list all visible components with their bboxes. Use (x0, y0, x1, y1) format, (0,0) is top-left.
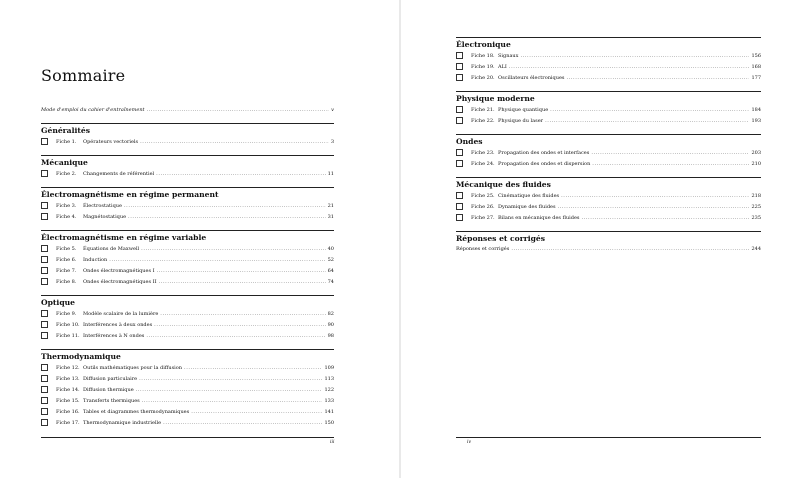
fiche-number: Fiche 26. (471, 203, 495, 210)
fiche-title: Opérateurs vectoriels (83, 138, 139, 145)
fiche-number: Fiche 2. (56, 170, 77, 177)
section-title: Mécanique (41, 158, 88, 167)
page-title: Sommaire (41, 66, 126, 85)
entry-line (498, 107, 761, 113)
toc-entry[interactable] (41, 319, 334, 330)
fiche-title: Propagation des ondes et dispersion (498, 160, 591, 167)
progress-checkbox[interactable] (41, 267, 48, 274)
page-number: 40 (327, 245, 334, 252)
fiche-title: ALI (498, 63, 507, 70)
page-folio: iv (467, 440, 472, 445)
leader-dots (154, 322, 325, 328)
toc-entry[interactable] (41, 395, 334, 406)
toc-entry[interactable] (41, 243, 334, 254)
entry-line (498, 64, 761, 70)
page-number: 52 (327, 256, 334, 263)
page-number: 168 (751, 63, 761, 70)
section-title: Généralités (41, 126, 90, 135)
entry-line (83, 171, 334, 177)
progress-checkbox[interactable] (41, 408, 48, 415)
toc-entry[interactable] (456, 147, 761, 158)
progress-checkbox[interactable] (41, 256, 48, 263)
leader-dots (545, 118, 749, 124)
toc-entry[interactable] (41, 362, 334, 373)
section-title: Électronique (456, 40, 511, 49)
toc-entry[interactable] (41, 136, 334, 147)
entry-line (498, 193, 761, 199)
page-number: 31 (327, 213, 334, 220)
fiche-number: Fiche 1. (56, 138, 77, 145)
toc-entry[interactable] (41, 417, 334, 428)
leader-dots (592, 161, 749, 167)
leader-dots (128, 214, 326, 220)
page-number: 113 (324, 375, 334, 382)
progress-checkbox[interactable] (41, 397, 48, 404)
toc-section-mecanique (41, 155, 334, 179)
progress-checkbox[interactable] (41, 138, 48, 145)
fiche-number: Fiche 13. (56, 375, 80, 382)
fiche-number: Fiche 19. (471, 63, 495, 70)
answers-entry[interactable] (456, 246, 761, 252)
toc-entry[interactable] (41, 254, 334, 265)
entry-line (498, 150, 761, 156)
fiche-title: Interférences à N ondes (83, 332, 145, 339)
fiche-number: Fiche 23. (471, 149, 495, 156)
fiche-number: Fiche 4. (56, 213, 77, 220)
fiche-title: Signaux (498, 52, 519, 59)
guide-page: v (331, 107, 334, 113)
toc-entry[interactable] (456, 212, 761, 223)
answers-page: 244 (751, 246, 761, 252)
progress-checkbox[interactable] (41, 364, 48, 371)
page-number: 11 (327, 170, 334, 177)
progress-checkbox[interactable] (41, 321, 48, 328)
entry-line (498, 118, 761, 124)
toc-section-electronique (456, 37, 761, 83)
progress-checkbox[interactable] (456, 214, 463, 221)
section-title: Électromagnétisme en régime permanent (41, 190, 219, 199)
entry-line (498, 75, 761, 81)
section-rule (41, 155, 334, 156)
leader-dots (142, 398, 323, 404)
entry-line (83, 409, 334, 415)
page-number: 64 (327, 267, 334, 274)
toc-sections-left (41, 123, 334, 428)
fiche-title: Transferts thermiques (83, 397, 140, 404)
leader-dots (558, 204, 750, 210)
toc-section-ondes (456, 134, 761, 169)
section-title: Physique moderne (456, 94, 535, 103)
fiche-title: Interférences à deux ondes (83, 321, 153, 328)
toc-entry[interactable] (456, 115, 761, 126)
leader-dots (561, 193, 749, 199)
page-number: 21 (327, 202, 334, 209)
page-number: 90 (327, 321, 334, 328)
leader-dots (160, 311, 325, 317)
toc-section-electromagnetisme-en-regime-variable (41, 230, 334, 287)
page-number: 3 (330, 138, 334, 145)
entry-line (83, 268, 334, 274)
leader-dots (157, 268, 326, 274)
section-rule (456, 134, 761, 135)
guide-label: Mode d'emploi du cahier d'entraînement (41, 107, 145, 113)
entry-line (83, 387, 334, 393)
leader-dots (191, 409, 322, 415)
page-number: 109 (324, 364, 334, 371)
page-number: 225 (751, 203, 761, 210)
toc-entry[interactable] (41, 265, 334, 276)
section-title: Mécanique des fluides (456, 180, 551, 189)
section-rule (41, 295, 334, 296)
section-rule (41, 230, 334, 231)
toc-title-block (41, 66, 334, 85)
fiche-number: Fiche 5. (56, 245, 77, 252)
section-title: Ondes (456, 137, 483, 146)
toc-page-left (0, 0, 399, 478)
page-number: 156 (751, 52, 761, 59)
fiche-number: Fiche 7. (56, 267, 77, 274)
progress-checkbox[interactable] (456, 203, 463, 210)
page-number: 74 (327, 278, 334, 285)
page-number: 210 (751, 160, 761, 167)
progress-checkbox[interactable] (456, 149, 463, 156)
entry-line (83, 420, 334, 426)
fiche-number: Fiche 11. (56, 332, 80, 339)
section-rule (456, 91, 761, 92)
leader-dots (520, 53, 749, 59)
toc-entry[interactable] (456, 61, 761, 72)
toc-page-right (401, 0, 800, 478)
fiche-title: Physique du laser (498, 117, 544, 124)
toc-entry[interactable] (456, 158, 761, 169)
toc-sections-right (456, 37, 761, 223)
entry-line (498, 53, 761, 59)
fiche-number: Fiche 22. (471, 117, 495, 124)
fiche-number: Fiche 15. (56, 397, 80, 404)
page-folio: iii (330, 440, 335, 445)
fiche-number: Fiche 16. (56, 408, 80, 415)
entry-line (83, 322, 334, 328)
leader-dots (147, 107, 330, 113)
fiche-number: Fiche 24. (471, 160, 495, 167)
entry-line (83, 333, 334, 339)
page-number: 122 (324, 386, 334, 393)
footer-rule (456, 437, 761, 438)
fiche-title: Cinématique des fluides (498, 192, 560, 199)
fiche-title: Outils mathématiques pour la diffusion (83, 364, 183, 371)
fiche-title: Induction (83, 256, 108, 263)
leader-dots (566, 75, 749, 81)
progress-checkbox[interactable] (41, 419, 48, 426)
progress-checkbox[interactable] (456, 117, 463, 124)
toc-entry[interactable] (456, 72, 761, 83)
progress-checkbox[interactable] (41, 213, 48, 220)
fiche-title: Thermodynamique industrielle (83, 419, 162, 426)
fiche-title: Ondes électromagnétiques II (83, 278, 157, 285)
leader-dots (136, 387, 323, 393)
entry-line (498, 161, 761, 167)
progress-checkbox[interactable] (41, 310, 48, 317)
page-number: 203 (751, 149, 761, 156)
toc-entry[interactable] (456, 50, 761, 61)
fiche-title: Bilans en mécanique des fluides (498, 214, 580, 221)
section-title: Thermodynamique (41, 352, 121, 361)
fiche-title: Modèle scalaire de la lumière (83, 310, 159, 317)
section-rule (41, 187, 334, 188)
toc-entry[interactable] (41, 330, 334, 341)
page-number: 141 (324, 408, 334, 415)
leader-dots (139, 376, 322, 382)
entry-line (83, 311, 334, 317)
fiche-number: Fiche 10. (56, 321, 80, 328)
fiche-title: Magnétostatique (83, 213, 127, 220)
page-number: 177 (751, 74, 761, 81)
fiche-title: Changements de référentiel (83, 170, 155, 177)
toc-entry[interactable] (41, 168, 334, 179)
fiche-title: Physique quantique (498, 106, 549, 113)
leader-dots (550, 107, 749, 113)
leader-dots (511, 246, 749, 252)
fiche-number: Fiche 21. (471, 106, 495, 113)
entry-line (83, 139, 334, 145)
page-number: 133 (324, 397, 334, 404)
toc-section-mecanique-des-fluides (456, 177, 761, 223)
fiche-title: Oscillateurs électroniques (498, 74, 565, 81)
toc-entry[interactable] (456, 104, 761, 115)
toc-entry[interactable] (456, 190, 761, 201)
toc-entry[interactable] (456, 201, 761, 212)
leader-dots (163, 420, 322, 426)
fiche-title: Équations de Maxwell (83, 245, 140, 252)
entry-line (83, 203, 334, 209)
toc-section-physique-moderne (456, 91, 761, 126)
leader-dots (156, 171, 325, 177)
leader-dots (591, 150, 749, 156)
leader-dots (159, 279, 326, 285)
entry-line (498, 204, 761, 210)
fiche-number: Fiche 9. (56, 310, 77, 317)
fiche-title: Ondes électromagnétiques I (83, 267, 155, 274)
toc-entry[interactable] (41, 308, 334, 319)
toc-section-thermodynamique (41, 349, 334, 428)
progress-checkbox[interactable] (456, 74, 463, 81)
section-rule (456, 177, 761, 178)
toc-entry[interactable] (41, 406, 334, 417)
fiche-number: Fiche 3. (56, 202, 77, 209)
section-title: Réponses et corrigés (456, 234, 546, 243)
leader-dots (124, 203, 326, 209)
leader-dots (184, 365, 322, 371)
progress-checkbox[interactable] (41, 375, 48, 382)
fiche-title: Diffusion particulaire (83, 375, 138, 382)
toc-entry[interactable] (41, 384, 334, 395)
leader-dots (109, 257, 325, 263)
progress-checkbox[interactable] (41, 245, 48, 252)
progress-checkbox[interactable] (456, 192, 463, 199)
answers-label: Réponses et corrigés (456, 246, 510, 252)
progress-checkbox[interactable] (41, 332, 48, 339)
entry-line (83, 246, 334, 252)
toc-entry[interactable] (41, 373, 334, 384)
entry-line (83, 214, 334, 220)
progress-checkbox[interactable] (41, 202, 48, 209)
footer-rule (41, 437, 334, 438)
section-title: Électromagnétisme en régime variable (41, 233, 207, 242)
page-number: 98 (327, 332, 334, 339)
entry-line (83, 365, 334, 371)
progress-checkbox[interactable] (456, 160, 463, 167)
progress-checkbox[interactable] (41, 278, 48, 285)
leader-dots (146, 333, 325, 339)
fiche-title: Tables et diagrammes thermodynamiques (83, 408, 190, 415)
entry-line (83, 279, 334, 285)
fiche-number: Fiche 27. (471, 214, 495, 221)
toc-section-optique (41, 295, 334, 341)
entry-line (83, 257, 334, 263)
progress-checkbox[interactable] (456, 63, 463, 70)
progress-checkbox[interactable] (41, 170, 48, 177)
progress-checkbox[interactable] (456, 52, 463, 59)
section-title: Optique (41, 298, 75, 307)
leader-dots (509, 64, 750, 70)
toc-entry[interactable] (41, 276, 334, 287)
page-number: 235 (751, 214, 761, 221)
page-number: 150 (324, 419, 334, 426)
leader-dots (140, 139, 329, 145)
section-rule (41, 123, 334, 124)
toc-section-electromagnetisme-en-regime-permanent (41, 187, 334, 222)
entry-line (83, 376, 334, 382)
guide-entry[interactable] (41, 107, 334, 113)
toc-entry[interactable] (41, 211, 334, 222)
leader-dots (141, 246, 325, 252)
answers-section (456, 231, 761, 252)
entry-line (498, 215, 761, 221)
progress-checkbox[interactable] (41, 386, 48, 393)
fiche-number: Fiche 14. (56, 386, 80, 393)
page-number: 184 (751, 106, 761, 113)
page-number: 82 (327, 310, 334, 317)
progress-checkbox[interactable] (456, 106, 463, 113)
fiche-title: Diffusion thermique (83, 386, 134, 393)
fiche-number: Fiche 6. (56, 256, 77, 263)
fiche-number: Fiche 12. (56, 364, 80, 371)
toc-section-generalites (41, 123, 334, 147)
section-rule (456, 37, 761, 38)
fiche-title: Propagation des ondes et interfaces (498, 149, 590, 156)
fiche-number: Fiche 17. (56, 419, 80, 426)
section-rule (456, 231, 761, 232)
page-number: 218 (751, 192, 761, 199)
fiche-title: Électrostatique (83, 202, 122, 209)
entry-line (83, 398, 334, 404)
page-number: 193 (751, 117, 761, 124)
fiche-number: Fiche 8. (56, 278, 77, 285)
section-rule (41, 349, 334, 350)
fiche-number: Fiche 18. (471, 52, 495, 59)
fiche-number: Fiche 25. (471, 192, 495, 199)
toc-entry[interactable] (41, 200, 334, 211)
fiche-title: Dynamique des fluides (498, 203, 556, 210)
leader-dots (581, 215, 749, 221)
fiche-number: Fiche 20. (471, 74, 495, 81)
